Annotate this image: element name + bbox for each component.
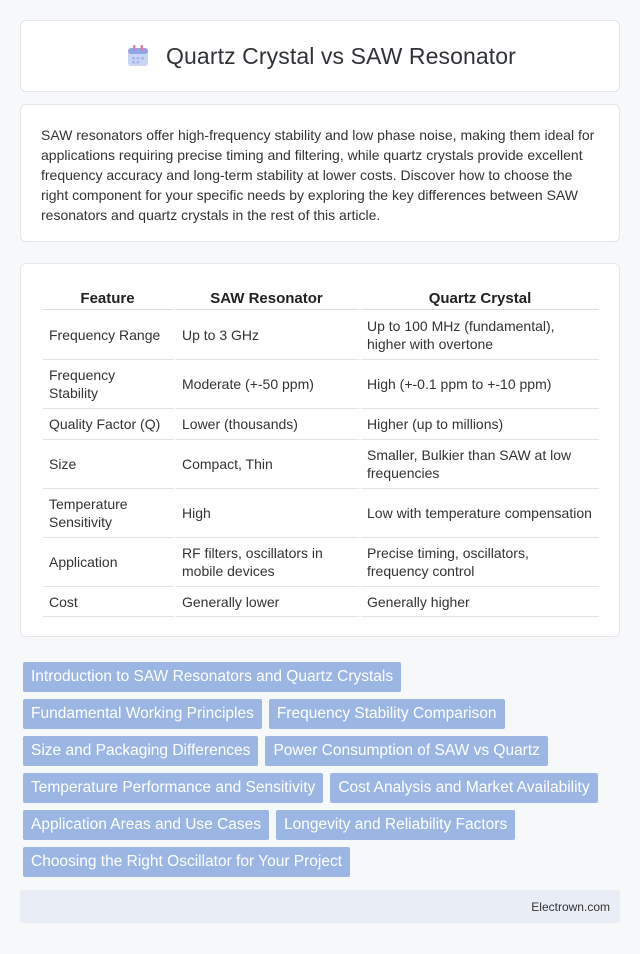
- page-title: Quartz Crystal vs SAW Resonator: [166, 42, 516, 69]
- table-cell: Size: [43, 440, 176, 489]
- table-row: [43, 360, 599, 409]
- table-cell: Higher (up to millions): [361, 409, 599, 440]
- topic-row: [23, 847, 623, 877]
- table-cell: Moderate (+-50 ppm): [176, 360, 361, 409]
- footer-site-link[interactable]: Electrown.com: [531, 899, 610, 914]
- table-cell: Smaller, Bulkier than SAW at low frequencies: [361, 440, 599, 489]
- topic-row: [23, 662, 623, 692]
- table-cell: Quality Factor (Q): [43, 409, 176, 440]
- table-cell: Generally lower: [176, 587, 361, 617]
- topic-tag-introduction[interactable]: Introduction to SAW Resonators and Quartz Crystals: [23, 662, 401, 692]
- topic-tag-longevity[interactable]: Longevity and Reliability Factors: [276, 810, 515, 840]
- title-wrap: [124, 42, 516, 70]
- table-row: [43, 310, 599, 360]
- table-cell: Low with temperature compensation: [361, 489, 599, 538]
- table-cell: Up to 3 GHz: [176, 310, 361, 360]
- footer: [20, 890, 620, 923]
- table-cell: Frequency Stability: [43, 360, 176, 409]
- table-cell: Lower (thousands): [176, 409, 361, 440]
- topic-tag-size-packaging[interactable]: Size and Packaging Differences: [23, 736, 258, 766]
- title-card: [20, 20, 620, 92]
- topic-tag-applications[interactable]: Application Areas and Use Cases: [23, 810, 269, 840]
- table-cell: High: [176, 489, 361, 538]
- table-row: [43, 538, 599, 587]
- calendar-icon: [124, 42, 152, 70]
- table-cell: Up to 100 MHz (fundamental), higher with overtone: [361, 310, 599, 360]
- table-row: [43, 587, 599, 617]
- table-cell: Temperature Sensitivity: [43, 489, 176, 538]
- intro-card: [20, 104, 620, 242]
- table-row: [43, 409, 599, 440]
- header-saw: SAW Resonator: [176, 282, 361, 310]
- header-quartz: Quartz Crystal: [361, 282, 599, 310]
- topic-tag-frequency-stability[interactable]: Frequency Stability Comparison: [269, 699, 505, 729]
- topic-tag-cost-analysis[interactable]: Cost Analysis and Market Availability: [330, 773, 597, 803]
- table-cell: Cost: [43, 587, 176, 617]
- table-header-row: [43, 282, 599, 310]
- table-cell: Compact, Thin: [176, 440, 361, 489]
- table-row: [43, 489, 599, 538]
- topic-tag-power-consumption[interactable]: Power Consumption of SAW vs Quartz: [265, 736, 547, 766]
- topic-row: [23, 699, 623, 729]
- topic-row: [23, 773, 623, 803]
- topic-tag-temperature[interactable]: Temperature Performance and Sensitivity: [23, 773, 323, 803]
- topic-tags: [23, 662, 623, 884]
- table-cell: Frequency Range: [43, 310, 176, 360]
- topic-tag-working-principles[interactable]: Fundamental Working Principles: [23, 699, 262, 729]
- table-cell: Generally higher: [361, 587, 599, 617]
- table-cell: Application: [43, 538, 176, 587]
- topic-row: [23, 810, 623, 840]
- table-cell: RF filters, oscillators in mobile devices: [176, 538, 361, 587]
- intro-text: SAW resonators offer high-frequency stability and low phase noise, making them ideal for applications requiring precise timing and filtering, while quartz crystals provide excellent frequency accuracy and long-term stability at lower costs. Discover how to choose the right component for your specific needs by exploring the key differences between SAW resonators and quartz crystals in the rest of this article.: [41, 127, 595, 223]
- table-row: [43, 440, 599, 489]
- table-cell: High (+-0.1 ppm to +-10 ppm): [361, 360, 599, 409]
- comparison-table: [43, 282, 599, 617]
- comparison-card: [20, 263, 620, 637]
- topic-tag-choosing[interactable]: Choosing the Right Oscillator for Your Project: [23, 847, 350, 877]
- header-feature: Feature: [43, 282, 176, 310]
- table-cell: Precise timing, oscillators, frequency control: [361, 538, 599, 587]
- topic-row: [23, 736, 623, 766]
